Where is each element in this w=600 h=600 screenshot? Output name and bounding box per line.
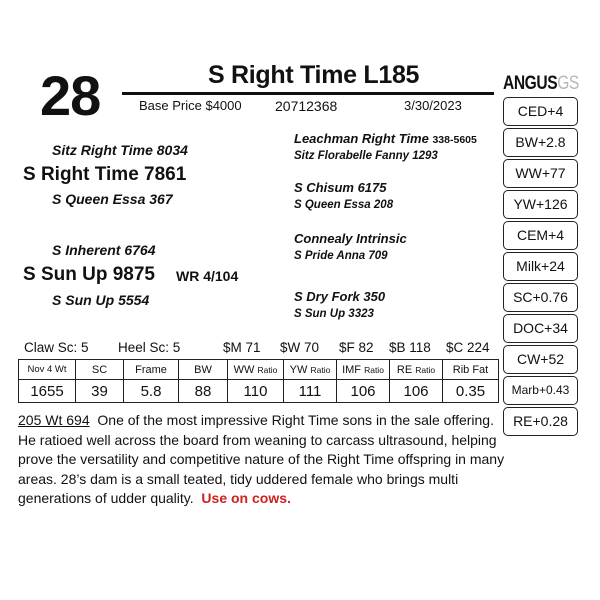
index-m: $M 71 [223, 340, 261, 355]
performance-table [18, 359, 499, 403]
pedigree-sire-sire-dam: Sitz Florabelle Fanny 1293 [294, 150, 438, 162]
header-cell: IMF Ratio [337, 360, 390, 380]
birth-date: 3/30/2023 [404, 98, 462, 113]
dam-weaning-ratio: WR 4/104 [176, 268, 239, 284]
table-cell: 39 [76, 380, 124, 403]
header-cell: BW [179, 360, 228, 380]
angus-logo-suffix: GS [557, 73, 579, 94]
pedigree-sire-sire-sire: Leachman Right Time 338-5605 [294, 131, 477, 146]
bull-name: S Right Time L185 [208, 61, 420, 89]
header-cell: SC [76, 360, 124, 380]
call-to-action: Use on cows. [201, 490, 291, 507]
table-cell: 111 [284, 380, 337, 403]
epd-re: RE+0.28 [503, 407, 578, 436]
base-price: Base Price $4000 [139, 98, 242, 113]
pedigree-dam: S Sun Up 9875 [23, 264, 155, 285]
epd-doc: DOC+34 [503, 314, 578, 343]
pedigree-dam-sire-sire: Connealy Intrinsic [294, 231, 407, 246]
epd-bw: BW+2.8 [503, 128, 578, 157]
epd-ced: CED+4 [503, 97, 578, 126]
table-cell: 1655 [19, 380, 76, 403]
table-cell: 110 [228, 380, 284, 403]
index-w: $W 70 [280, 340, 320, 355]
title-divider [122, 92, 494, 95]
pedigree-dam-sire-dam: S Pride Anna 709 [294, 250, 388, 262]
pedigree-sire-sire-sire-reg: 338-5605 [432, 134, 477, 146]
pedigree-sire: S Right Time 7861 [23, 164, 187, 185]
pedigree-sire-sire: Sitz Right Time 8034 [52, 142, 188, 158]
epd-cem: CEM+4 [503, 221, 578, 250]
header-cell: Rib Fat [443, 360, 499, 380]
index-f: $F 82 [339, 340, 374, 355]
pedigree-dam-dam: S Sun Up 5554 [52, 292, 150, 308]
epd-sc: SC+0.76 [503, 283, 578, 312]
angus-gs-logo [503, 74, 579, 94]
header-cell: Frame [124, 360, 179, 380]
index-c: $C 224 [446, 340, 490, 355]
table-cell: 0.35 [443, 380, 499, 403]
header-cell: WW Ratio [228, 360, 284, 380]
pedigree-sire-dam-dam: S Queen Essa 208 [294, 199, 394, 211]
epd-column [503, 97, 578, 438]
pedigree-sire-dam-sire: S Chisum 6175 [294, 180, 387, 195]
index-b: $B 118 [389, 340, 431, 355]
table-cell: 106 [390, 380, 443, 403]
table-cell: 88 [179, 380, 228, 403]
lot-description [18, 411, 506, 509]
header-cell: Nov 4 Wt [19, 360, 76, 380]
table-row [19, 380, 499, 403]
table-header-row [19, 360, 499, 380]
lot-number: 28 [40, 64, 101, 127]
angus-logo-text: ANGUS [503, 73, 558, 94]
table-cell: 106 [337, 380, 390, 403]
description-text: One of the most impressive Right Time sons in the sale offering. He ratioed well across the board from weaning to carcass ultrasound, helping prove the versatility and competitive nature of the Right Time offspring in many areas. 28’s dam is a small teated, tidy uddered female who brings multi generations of udder quality. [18, 412, 505, 507]
pedigree-dam-dam-dam: S Sun Up 3323 [294, 308, 374, 320]
pedigree-dam-sire: S Inherent 6764 [52, 242, 156, 258]
epd-milk: Milk+24 [503, 252, 578, 281]
epd-cw: CW+52 [503, 345, 578, 374]
epd-yw: YW+126 [503, 190, 578, 219]
weaning-weight: 205 Wt 694 [18, 412, 90, 428]
header-cell: RE Ratio [390, 360, 443, 380]
claw-score: Claw Sc: 5 [24, 340, 89, 355]
registration-number: 20712368 [275, 98, 338, 114]
epd-marb: Marb+0.43 [503, 376, 578, 405]
pedigree-dam-dam-sire: S Dry Fork 350 [294, 289, 386, 304]
header-cell: YW Ratio [284, 360, 337, 380]
heel-score: Heel Sc: 5 [118, 340, 181, 355]
epd-ww: WW+77 [503, 159, 578, 188]
table-cell: 5.8 [124, 380, 179, 403]
pedigree-sire-dam: S Queen Essa 367 [52, 191, 173, 207]
